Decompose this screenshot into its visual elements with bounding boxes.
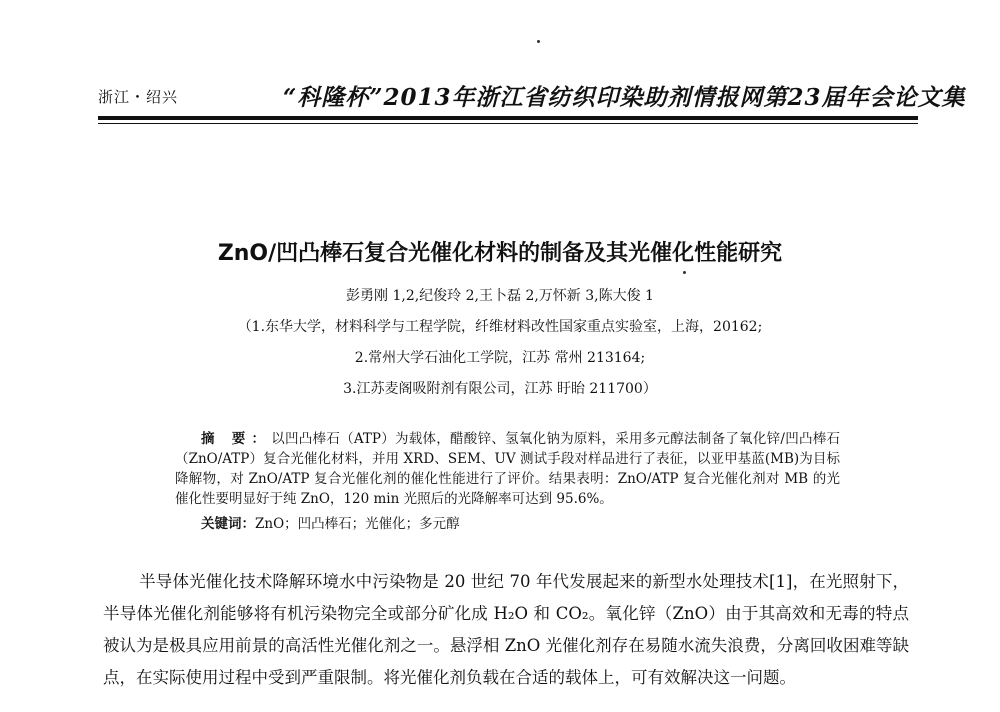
introduction-text: 半导体光催化技术降解环境水中污染物是 20 世纪 70 年代发展起来的新型水处理技术[1]，在光照射下，半导体光催化剂能够将有机污染物完全或部分矿化成 H₂O 和 CO₂。氧化锌（ZnO）由于其高效和无毒的特点被认为是极具应用前景的高活性光催化剂之一。悬浮相 ZnO 光催化剂存在易随水流失浪费，分离回收困难等缺点，在实际使用过程中受到严重限制。将光催化剂负载在合适的载体上，可有效解决这一问题。 xyxy=(103,572,909,687)
affiliation-1: （1.东华大学，材料科学与工程学院，纤维材料改性国家重点实验室，上海，20162; xyxy=(237,319,763,335)
scan-speck xyxy=(683,271,686,274)
affiliation-2: 2.常州大学石油化工学院，江苏 常州 213164; xyxy=(354,350,646,366)
affiliation-3: 3.江苏麦阁吸附剂有限公司，江苏 盱眙 211700） xyxy=(343,381,657,397)
introduction-paragraph xyxy=(103,566,909,694)
scan-speck xyxy=(537,40,540,43)
abstract-text: 以凹凸棒石（ATP）为载体，醋酸锌、氢氧化钠为原料，采用多元醇法制备了氧化锌/凹凸棒石（ZnO/ATP）复合光催化材料，并用 XRD、SEM、UV 测试手段对样品进行了表征，以亚甲基蓝(MB)为目标降解物，对 ZnO/ATP 复合光催化剂的催化性能进行了评价。结果表明：ZnO/ATP 复合光催化剂对 MB 的光催化性要明显好于纯 ZnO，120 min 光照后的光降解率可达到 95.6%。 xyxy=(175,431,840,507)
keywords xyxy=(201,512,460,532)
author-list: 彭勇刚 1,2,纪俊玲 2,王卜磊 2,万怀新 3,陈大俊 1 xyxy=(346,288,654,304)
keywords-text: ZnO；凹凸棒石；光催化；多元醇 xyxy=(255,516,460,532)
header-proceedings-title: “科隆杯”2013年浙江省纺织印染助剂情报网第23届年会论文集 xyxy=(283,84,966,111)
header-rule-thin xyxy=(98,123,918,124)
header-rule-thick xyxy=(98,116,918,120)
abstract-label: 摘 要： xyxy=(201,431,272,447)
paper-title: ZnO/凹凸棒石复合光催化材料的制备及其光催化性能研究 xyxy=(217,241,783,266)
abstract xyxy=(175,429,840,509)
keywords-label: 关键词： xyxy=(201,516,255,532)
header-location: 浙江・绍兴 xyxy=(98,88,179,106)
